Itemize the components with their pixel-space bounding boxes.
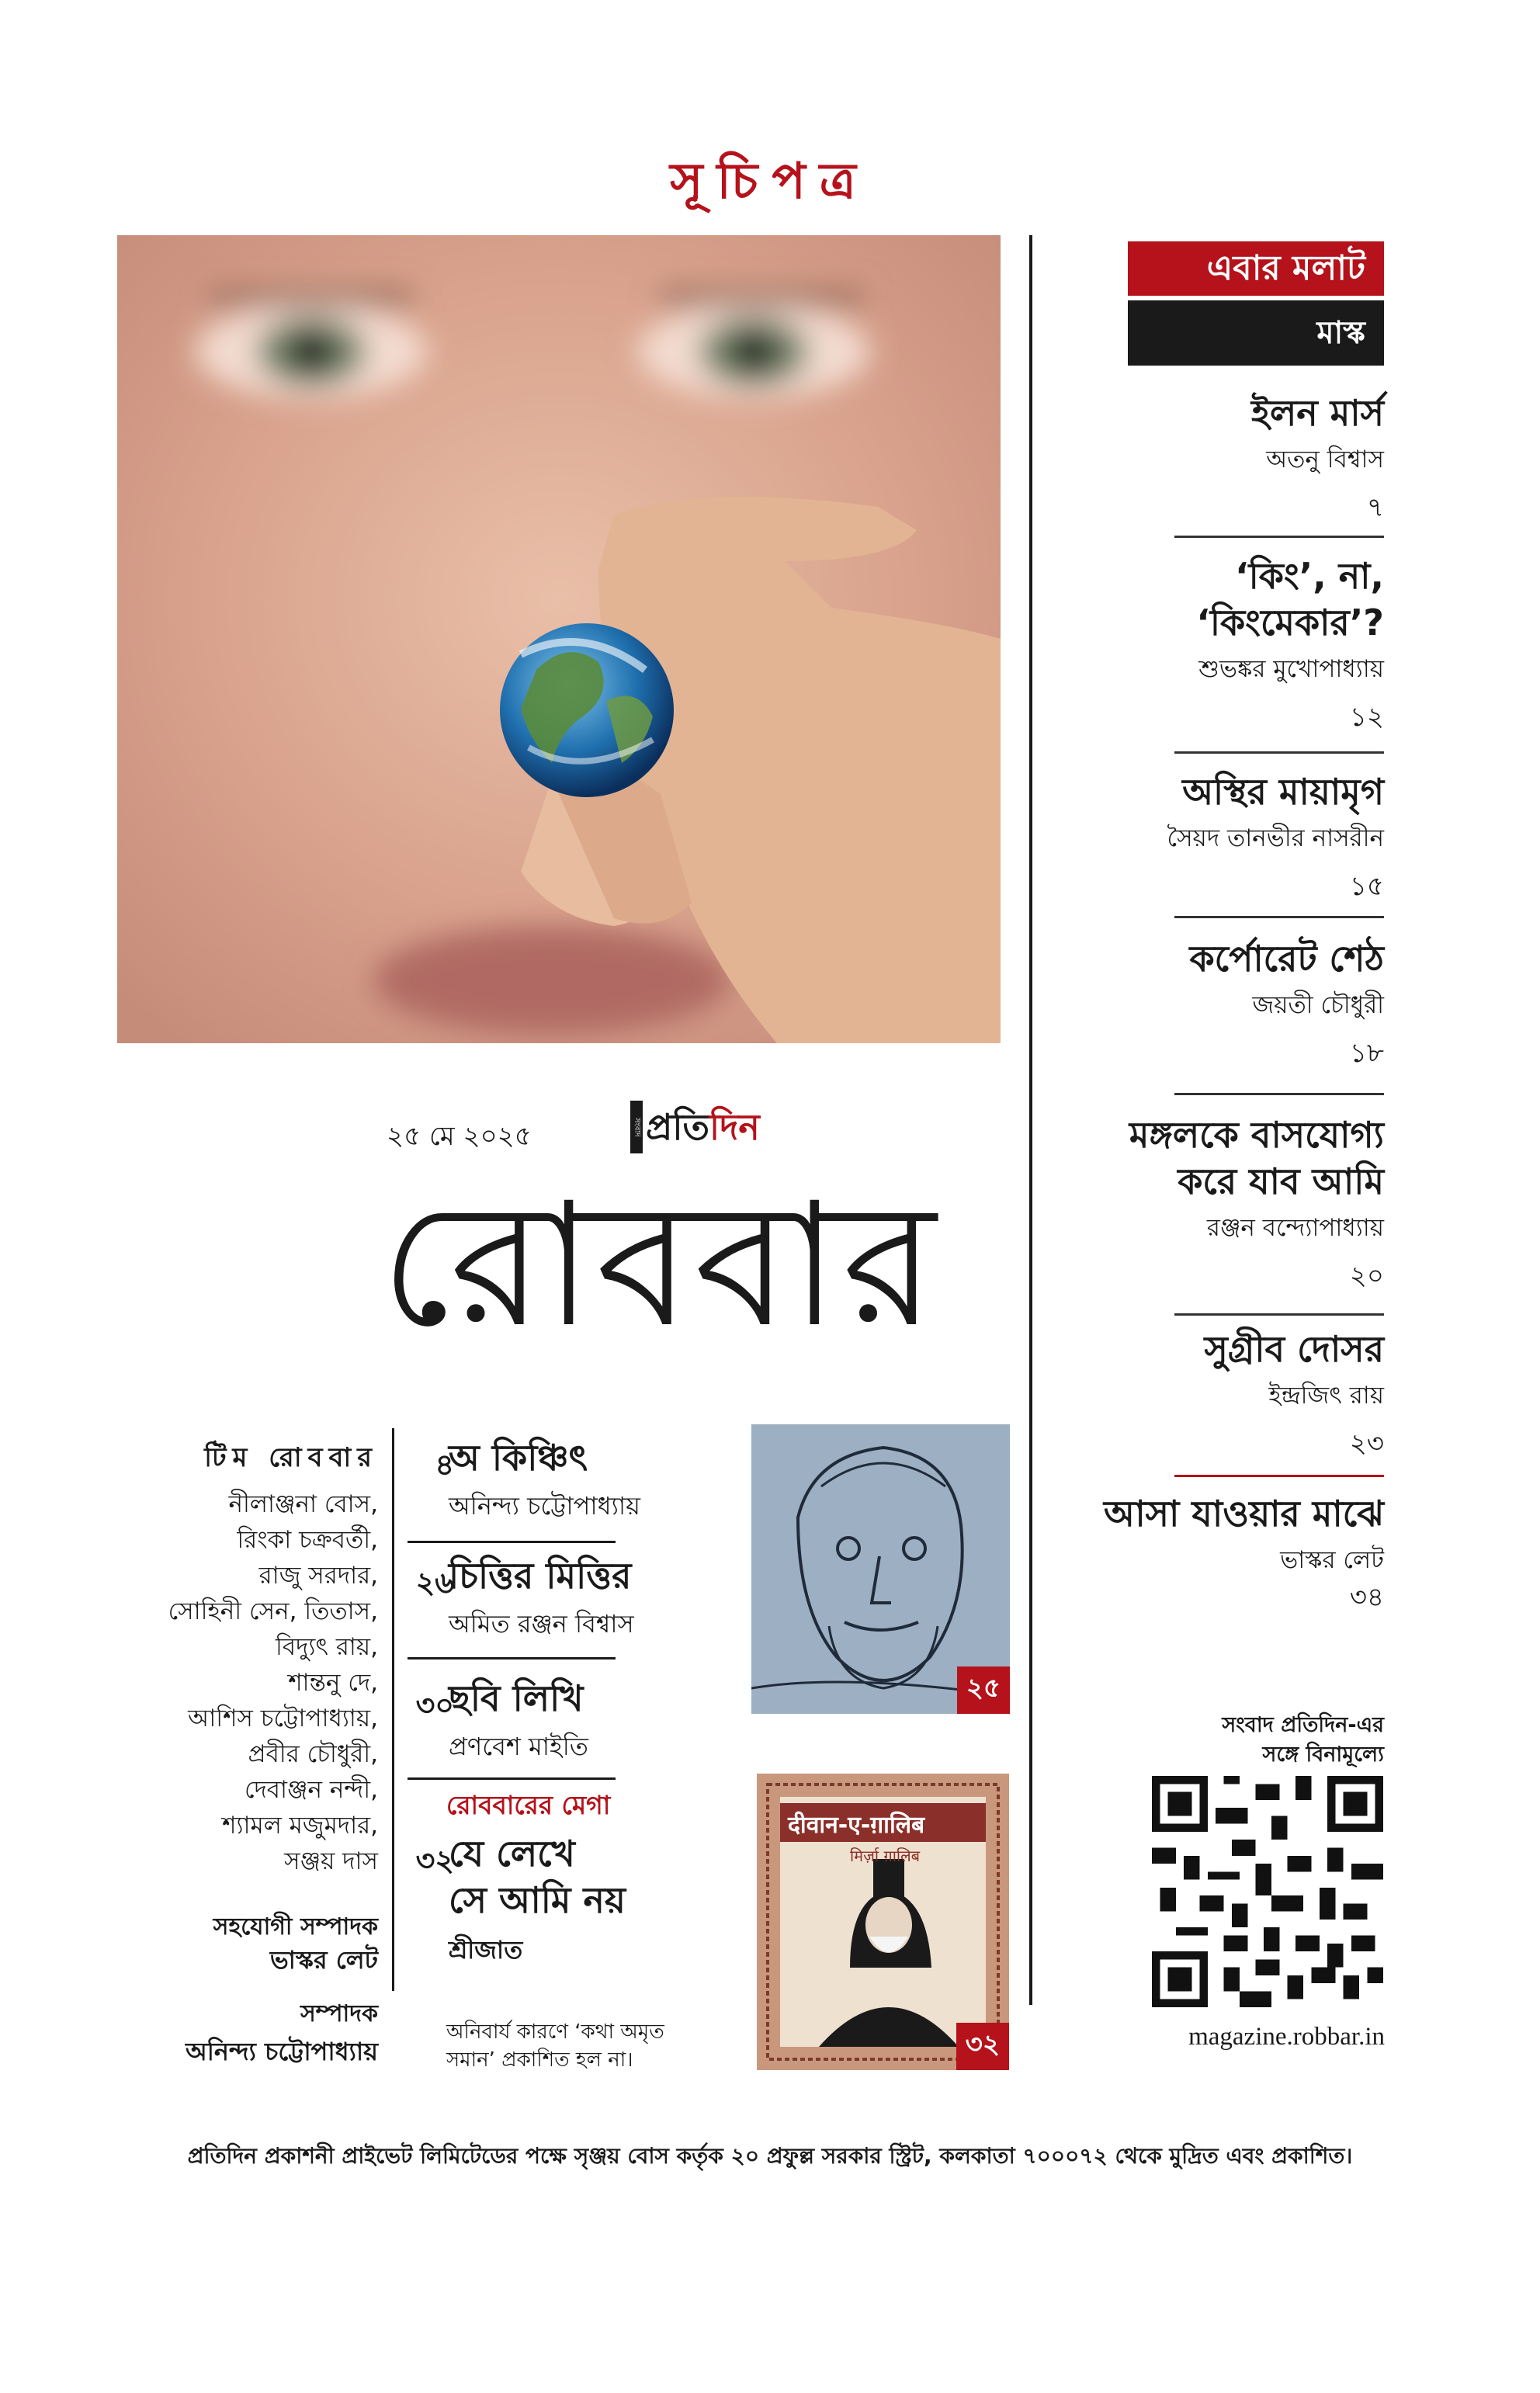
toc-page: ৭ xyxy=(1366,492,1384,523)
team-member: শান্তনু দে, xyxy=(288,1669,378,1697)
page-title: সূচিপত্র xyxy=(670,152,870,210)
logo-word-black: প্রতি xyxy=(646,1106,710,1148)
feature-page-number: ২৬ xyxy=(415,1566,454,1600)
mega-label: রোববারের মেগা xyxy=(446,1790,611,1820)
issue-date: ২৫ মে ২০২৫ xyxy=(387,1121,532,1152)
toc-divider xyxy=(1174,1475,1384,1477)
toc-divider xyxy=(1174,536,1384,538)
team-members xyxy=(145,1486,378,1879)
feature-title[interactable]: অ কিঞ্চিৎ xyxy=(449,1437,588,1479)
book-title: दीवान-ए-ग़ालिब xyxy=(788,1812,925,1839)
thumbnail-page: ৩২ xyxy=(956,2023,1009,2070)
toc-entry[interactable] xyxy=(980,1326,1384,1461)
toc-author: ইন্দ্রজিৎ রায় xyxy=(1268,1382,1384,1410)
toc-author: রঞ্জন বন্দ্যোপাধ্যায় xyxy=(1206,1214,1384,1242)
team-member: শ্যামল মজুমদার, xyxy=(222,1812,378,1840)
toc-author: জয়তী চৌধুরী xyxy=(1252,991,1384,1019)
cover-section-label: এবার মলাট xyxy=(1128,241,1384,296)
team-member: বিদ্যুৎ রায়, xyxy=(276,1633,378,1661)
toc-title: সুগ্রীব দোসর xyxy=(1204,1328,1384,1370)
feature-page-number: ৩০ xyxy=(415,1688,454,1722)
team-heading: টিম রোববার xyxy=(204,1442,378,1473)
toc-title: অস্থির মায়ামৃগ xyxy=(1182,771,1384,813)
team-member: আশিস চট্টোপাধ্যায়, xyxy=(188,1705,378,1732)
toc-divider xyxy=(1174,916,1384,918)
website-url[interactable]: magazine.robbar.in xyxy=(1188,2023,1385,2051)
team-member: সোহিনী সেন, তিতাস, xyxy=(168,1597,378,1625)
team-member: দেবাঞ্জন নন্দী, xyxy=(244,1776,378,1804)
team-member: নীলাঞ্জনা বোস, xyxy=(228,1490,378,1518)
toc-author: সৈয়দ তানভীর নাসরীন xyxy=(1167,824,1384,852)
mega-title-line1[interactable]: যে লেখে xyxy=(449,1833,575,1875)
toc-entry[interactable] xyxy=(980,935,1384,1070)
feature-page-number: ৩২ xyxy=(415,1843,454,1878)
team-member: সঞ্জয় দাস xyxy=(284,1847,378,1875)
feature-author: অনিন্দ্য চট্টোপাধ্যায় xyxy=(449,1491,641,1521)
team-member: প্রবীর চৌধুরী, xyxy=(248,1740,378,1768)
promo-text xyxy=(1153,1711,1384,1770)
masthead: রোববার xyxy=(380,1166,939,1365)
thumbnail-sketch[interactable] xyxy=(751,1424,1010,1714)
toc-entry[interactable] xyxy=(980,553,1384,734)
feature-divider xyxy=(408,1541,616,1543)
toc-divider xyxy=(1174,1313,1384,1316)
toc-page: ২০ xyxy=(1349,1261,1384,1292)
team-member: রিংকা চক্রবর্তী, xyxy=(237,1526,378,1554)
feature-page-number: ৪ xyxy=(435,1448,454,1482)
toc-author: অতনু বিশ্বাস xyxy=(1266,446,1384,473)
team-member: রাজু সরদার, xyxy=(258,1562,378,1590)
cover-image xyxy=(117,235,1001,1043)
toc-title: ইলন মার্স xyxy=(1251,392,1384,434)
thumbnail-page: ২৫ xyxy=(957,1666,1010,1714)
toc-divider xyxy=(1174,751,1384,754)
toc-page: ১৫ xyxy=(1349,871,1384,902)
notice: অনিবার্য কারণে ‘কথা অমৃত সমান’ প্রকাশিত হল না। xyxy=(446,2020,664,2072)
toc-title: ‘কিং’, না, ‘কিংমেকার’? xyxy=(1196,555,1384,643)
toc-author: ভাস্কর লেট xyxy=(1280,1546,1384,1574)
feature-title[interactable]: ছবি লিখি xyxy=(449,1677,584,1719)
toc-title: আসা যাওয়ার মাঝে xyxy=(1103,1493,1384,1535)
editor-label: সম্পাদক xyxy=(300,2000,378,2027)
logo-word-red: দিন xyxy=(709,1106,760,1148)
toc-entry[interactable] xyxy=(980,1490,1384,1614)
book-author: मिर्ज़ा ग़ालिब xyxy=(849,1847,921,1865)
promo-line1: সংবাদ প্রতিদিন-এর xyxy=(1222,1713,1384,1737)
feature-title[interactable]: চিত্তির মিত্তির xyxy=(449,1555,632,1597)
imprint-line: প্রতিদিন প্রকাশনী প্রাইভেট লিমিটেডের পক্ষে সৃঞ্জয় বোস কর্তৃক ২০ প্রফুল্ল সরকার স্ট্রিট, কলকাতা ৭০০০৭২ থেকে মুদ্রিত এবং প্রকাশিত। xyxy=(187,2143,1353,2169)
column-divider xyxy=(392,1428,394,1991)
feature-author: প্রণবেশ মাইতি xyxy=(449,1732,588,1761)
toc-page: ৩৪ xyxy=(1349,1582,1384,1613)
toc-page: ২৩ xyxy=(1349,1428,1384,1459)
mega-author: শ্রীজাত xyxy=(449,1935,523,1965)
qr-code[interactable] xyxy=(1152,1776,1383,2007)
feature-author: অমিত রঞ্জন বিশ্বাস xyxy=(449,1609,634,1639)
toc-page: ১২ xyxy=(1349,702,1384,733)
toc-divider xyxy=(1174,1093,1384,1095)
toc-entry[interactable] xyxy=(980,390,1384,525)
associate-editor-name: ভাস্কর লেট xyxy=(269,1945,378,1975)
mega-title-line2[interactable]: সে আমি নয় xyxy=(449,1879,626,1921)
publication-logo xyxy=(630,1101,774,1153)
logo-prefix: সংবাদ xyxy=(630,1101,643,1153)
toc-entry[interactable] xyxy=(980,768,1384,903)
toc-title: মঙ্গলকে বাসযোগ্য করে যাব আমি xyxy=(1129,1114,1384,1202)
feature-divider xyxy=(408,1657,616,1659)
toc-author: শুভঙ্কর মুখোপাধ্যায় xyxy=(1198,655,1384,683)
associate-editor-label: সহযোগী সম্পাদক xyxy=(213,1913,378,1940)
cover-topic-label: মাস্ক xyxy=(1128,300,1384,366)
feature-divider xyxy=(408,1777,616,1780)
toc-title: কর্পোরেট শেঠ xyxy=(1189,938,1384,980)
toc-page: ১৮ xyxy=(1349,1038,1384,1069)
promo-line2: সঙ্গে বিনামূল্যে xyxy=(1262,1743,1384,1767)
thumbnail-book-cover[interactable] xyxy=(757,1774,1009,2070)
toc-entry[interactable] xyxy=(980,1112,1384,1293)
editor-name: অনিন্দ্য চট্টোপাধ্যায় xyxy=(186,2037,378,2066)
